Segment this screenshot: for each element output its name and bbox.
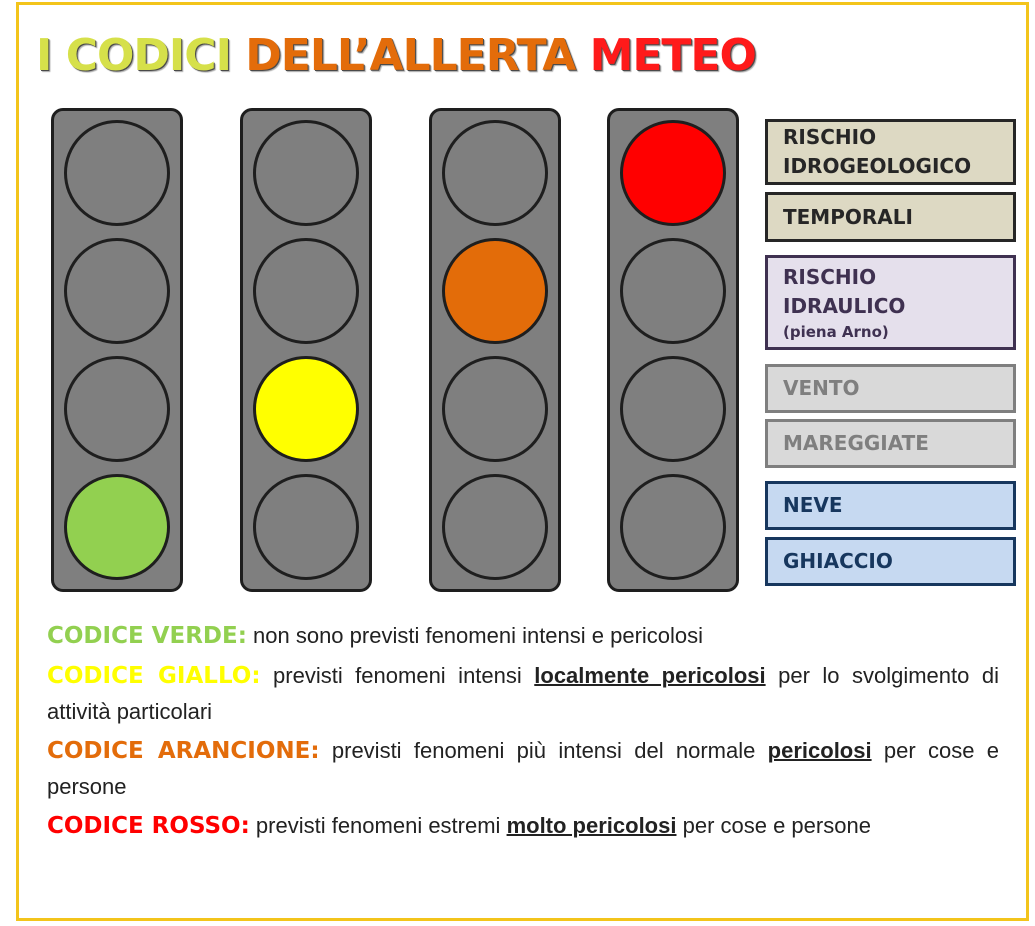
lamp-4 — [620, 474, 726, 580]
legend-text-before: previsti fenomeni estremi — [249, 813, 507, 838]
category-ghiaccio — [765, 537, 1016, 586]
poster-title — [36, 30, 756, 81]
legend-code-arancione: CODICE ARANCIONE: — [47, 738, 320, 764]
lamp-2 — [620, 238, 726, 344]
category-vento — [765, 364, 1016, 413]
legend-rosso — [47, 808, 999, 844]
lamp-1-lit — [620, 120, 726, 226]
category-sublabel: (piena Arno) — [783, 322, 889, 341]
legend-code-rosso: CODICE ROSSO: — [47, 813, 250, 839]
category-label-line-2: IDROGEOLOGICO — [783, 154, 972, 178]
lamp-3 — [64, 356, 170, 462]
lamp-1 — [64, 120, 170, 226]
lamp-3-lit — [253, 356, 359, 462]
legend-code-giallo: CODICE GIALLO: — [47, 663, 261, 689]
category-mareggiate — [765, 419, 1016, 468]
legend-emphasis: localmente pericolosi — [534, 663, 766, 688]
lamp-2-lit — [442, 238, 548, 344]
legend-emphasis: pericolosi — [767, 738, 872, 763]
title-part-2: DELL’ALLERTA — [245, 30, 590, 81]
lamp-2 — [253, 238, 359, 344]
lamp-4 — [442, 474, 548, 580]
legend-text-before: previsti fenomeni più intensi del normale — [319, 738, 768, 763]
lamp-4-lit — [64, 474, 170, 580]
title-part-1: I CODICI — [36, 30, 246, 81]
category-label: VENTO — [783, 376, 860, 400]
legend-code-verde: CODICE VERDE: — [47, 623, 247, 649]
lamp-1 — [442, 120, 548, 226]
legend-text-after: per cose e persone — [676, 813, 871, 838]
category-rischio-idraulico — [765, 255, 1016, 350]
category-temporali — [765, 192, 1016, 242]
lamp-3 — [620, 356, 726, 462]
category-label: TEMPORALI — [783, 204, 913, 229]
category-label: GHIACCIO — [783, 549, 893, 573]
lamp-1 — [253, 120, 359, 226]
traffic-light-verde — [51, 108, 183, 592]
lamp-3 — [442, 356, 548, 462]
lamp-2 — [64, 238, 170, 344]
title-part-3: METEO — [589, 30, 756, 81]
traffic-light-rosso — [607, 108, 739, 592]
category-label: NEVE — [783, 493, 843, 517]
lamp-4 — [253, 474, 359, 580]
category-rischio-idrogeologico — [765, 119, 1016, 185]
legend-arancione — [47, 733, 999, 805]
legend-text-after: per cose e persone — [47, 738, 1000, 799]
legend-text: non sono previsti fenomeni intensi e pericolosi — [246, 623, 704, 648]
traffic-light-arancione — [429, 108, 561, 592]
legend-verde — [47, 618, 999, 654]
category-neve — [765, 481, 1016, 530]
category-label-line-1: RISCHIO — [783, 125, 877, 149]
category-label: MAREGGIATE — [783, 431, 929, 455]
legend-text-after: per lo svolgimento di attività particolari — [47, 663, 999, 724]
legend-giallo — [47, 658, 999, 730]
traffic-light-giallo — [240, 108, 372, 592]
legend-text-before: previsti fenomeni intensi — [260, 663, 535, 688]
legend-emphasis: molto pericolosi — [506, 813, 677, 838]
category-label: RISCHIO IDRAULICO — [783, 264, 906, 318]
